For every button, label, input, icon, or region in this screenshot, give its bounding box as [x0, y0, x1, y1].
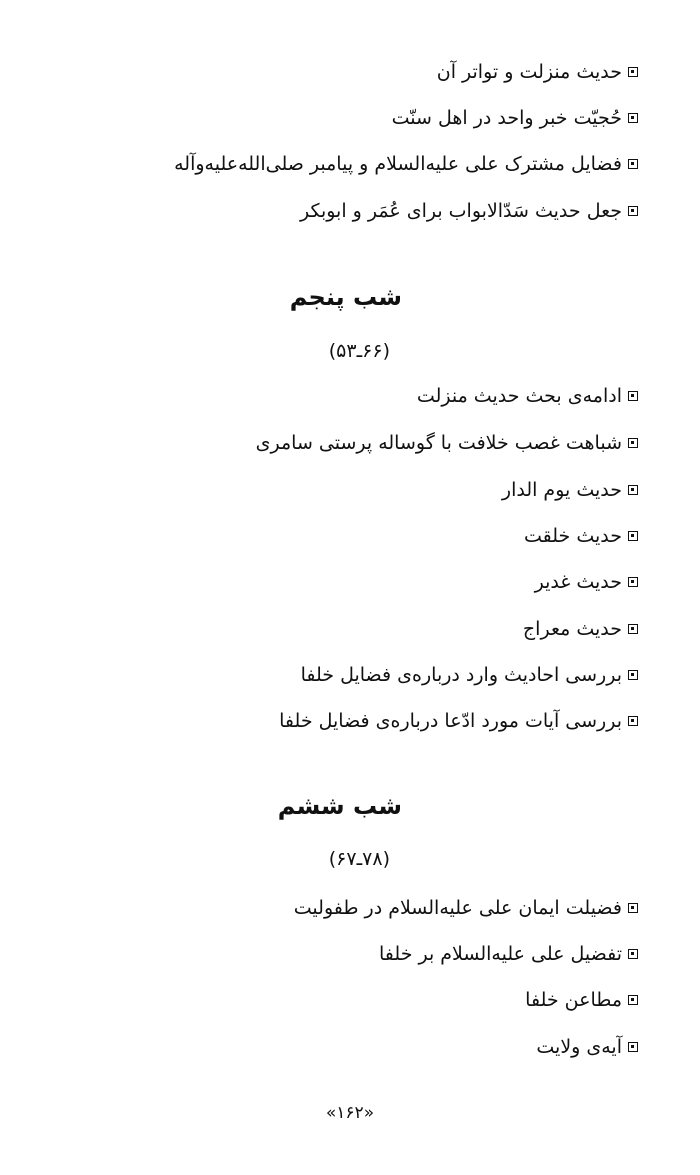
toc-item: حدیث یوم الدار [502, 475, 638, 505]
toc-item: حدیث منزلت و تواتر آن [437, 57, 638, 87]
square-bullet-icon [628, 949, 638, 959]
square-bullet-icon [628, 1042, 638, 1052]
square-bullet-icon [628, 391, 638, 401]
square-bullet-icon [628, 67, 638, 77]
section-page-range: (۷۸ـ۶۷) [328, 848, 390, 870]
square-bullet-icon [628, 485, 638, 495]
square-bullet-icon [628, 670, 638, 680]
square-bullet-icon [628, 716, 638, 726]
square-bullet-icon [628, 159, 638, 169]
toc-item: فضایل مشترک علی علیه‌السلام و پیامبر صلی‌الله‌علیه‌وآله [174, 149, 638, 179]
toc-item: ادامه‌ی بحث حدیث منزلت [417, 381, 638, 411]
square-bullet-icon [628, 624, 638, 634]
toc-item: آیه‌ی ولایت [536, 1032, 638, 1062]
square-bullet-icon [628, 531, 638, 541]
square-bullet-icon [628, 577, 638, 587]
toc-item: شباهت غصب خلافت با گوساله پرستی سامری [256, 428, 638, 458]
square-bullet-icon [628, 113, 638, 123]
toc-item: بررسی آیات مورد ادّعا درباره‌ی فضایل خلفا [279, 706, 638, 736]
section-page-range: (۶۶ـ۵۳) [328, 340, 390, 362]
toc-item: مطاعن خلفا [525, 985, 638, 1015]
toc-item: حدیث معراج [523, 614, 638, 644]
section-heading: شب ششم [277, 792, 402, 820]
toc-item: حدیث غدیر [535, 567, 638, 597]
toc-item: تفضیل علی علیه‌السلام بر خلفا [379, 939, 638, 969]
square-bullet-icon [628, 206, 638, 216]
toc-item: فضیلت ایمان علی علیه‌السلام در طفولیت [294, 893, 638, 923]
square-bullet-icon [628, 903, 638, 913]
toc-item: بررسی احادیث وارد درباره‌ی فضایل خلفا [301, 660, 638, 690]
square-bullet-icon [628, 438, 638, 448]
toc-item: حدیث خلقت [524, 521, 638, 551]
page-number: «۱۶۲» [325, 1103, 375, 1123]
toc-item: حُجیّت خبر واحد در اهل سنّت [392, 103, 638, 133]
section-heading: شب پنجم [289, 283, 402, 311]
square-bullet-icon [628, 995, 638, 1005]
toc-item: جعل حدیث سَدّالابواب برای عُمَر و ابوبکر [300, 196, 638, 226]
